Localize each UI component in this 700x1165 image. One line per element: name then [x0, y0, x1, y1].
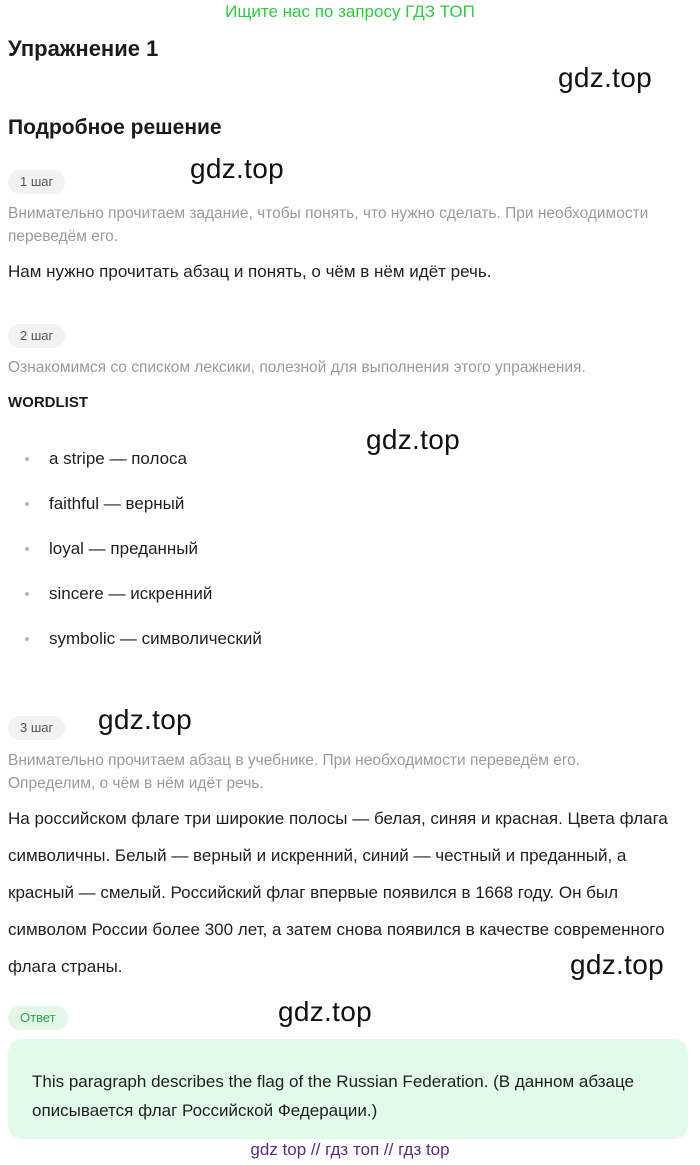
step-1-note: Внимательно прочитаем задание, чтобы понять, что нужно сделать. При необходимости переведём его. [8, 205, 649, 245]
step-3-badge: 3 шаг [8, 716, 65, 740]
step-2-note: Ознакомимся со списком лексики, полезной для выполнения этого упражнения. [8, 359, 586, 376]
watermark: gdz.top [570, 949, 664, 980]
step-1-text: Нам нужно прочитать абзац и понять, о чём в нём идёт речь. [8, 262, 492, 281]
list-item [8, 436, 262, 481]
bullet-icon [25, 547, 29, 551]
step-1-badge: 1 шаг [8, 170, 65, 194]
bullet-icon [25, 637, 29, 641]
answer-text: This paragraph describes the flag of the Russian Federation. (В данном абзаце описывается флаг Российской Федерации.) [32, 1072, 634, 1120]
exercise-title: Упражнение 1 [8, 36, 159, 61]
bullet-icon [25, 502, 29, 506]
bullet-icon [25, 592, 29, 596]
answer-badge: Ответ [8, 1006, 68, 1030]
solution-title: Подробное решение [8, 116, 222, 139]
word-entry: symbolic — символический [49, 628, 262, 648]
word-entry: faithful — верный [49, 493, 185, 513]
step-3-note: Внимательно прочитаем абзац в учебнике. При необходимости переведём его. Определим, о чём в нём идёт речь. [8, 752, 581, 792]
watermark: gdz.top [98, 704, 192, 735]
list-item [8, 526, 262, 571]
list-item [8, 481, 262, 526]
top-banner: Ищите нас по запросу ГДЗ ТОП [225, 2, 475, 21]
step-3-text: На российском флаге три широкие полосы — белая, синяя и красная. Цвета флага символичны. Белый — верный и искренний, синий — честный и преданный, а красный — смелый. Российский флаг впервые появился в 1668 году. Он был символом России более 300 лет, а затем снова появился в качестве современного флага страны. [8, 809, 668, 976]
watermark: gdz.top [278, 996, 372, 1027]
wordlist-title: WORDLIST [8, 394, 88, 411]
word-entry: a stripe — полоса [49, 448, 188, 468]
wordlist [8, 436, 262, 661]
answer-box [8, 1039, 688, 1139]
watermark: gdz.top [366, 424, 460, 455]
word-entry: loyal — преданный [49, 538, 199, 558]
list-item [8, 616, 262, 661]
watermark: gdz.top [190, 153, 284, 184]
list-item [8, 571, 262, 616]
footer-links: gdz top // гдз топ // гдз top [250, 1140, 450, 1159]
bullet-icon [25, 457, 29, 461]
word-entry: sincere — искренний [49, 583, 213, 603]
step-2-badge: 2 шаг [8, 324, 65, 348]
watermark: gdz.top [558, 62, 652, 93]
